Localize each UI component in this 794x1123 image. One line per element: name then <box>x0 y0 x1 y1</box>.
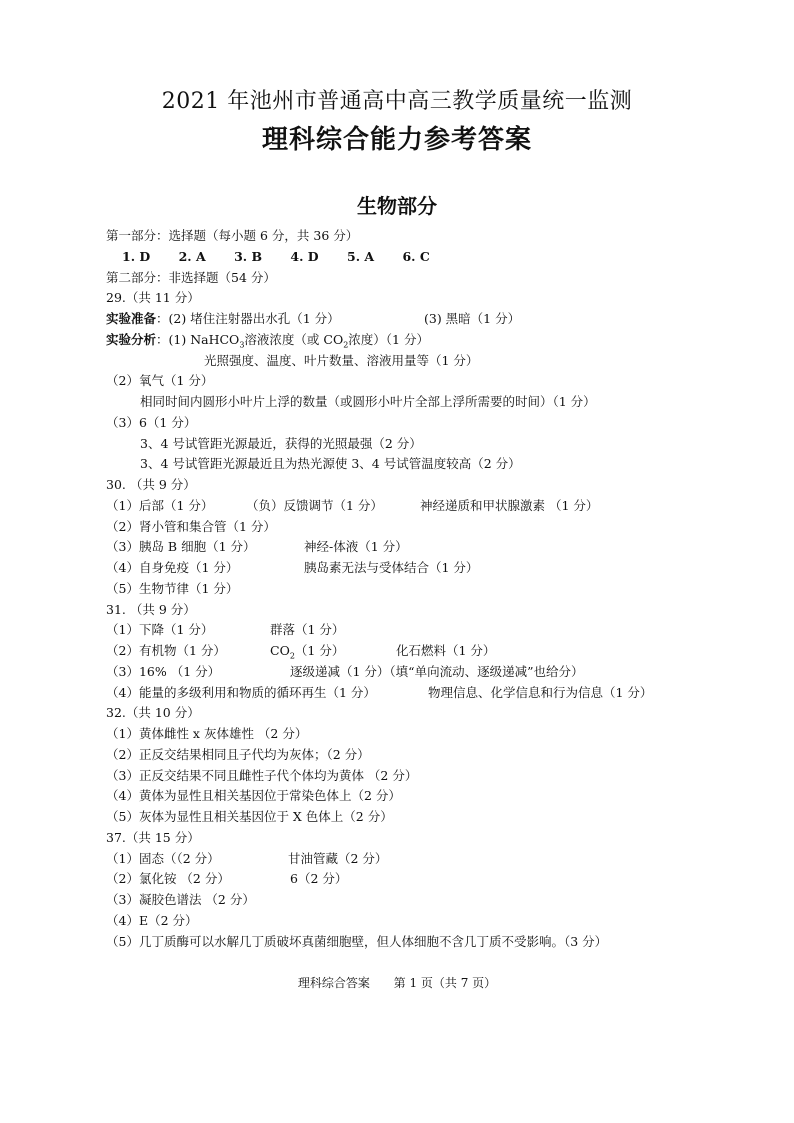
footer-doc-name: 理科综合答案 <box>297 976 370 990</box>
q31-item-4 <box>106 683 756 704</box>
q37-item-4: （4）E（2 分） <box>106 912 198 928</box>
q29-analysis <box>106 330 756 351</box>
answer-text: 群落（1 分） <box>270 622 345 638</box>
q32-item-3: （3）正反交结果不同且雌性子代个体均为黄体 （2 分） <box>106 767 418 783</box>
q32-item-5: （5）灰体为显性且相关基因位于 X 色体上（2 分） <box>106 809 393 824</box>
q32-item-1: （1）黄体雌性 x 灰体雄性 （2 分） <box>106 726 308 741</box>
answer-text: （3）胰岛 B 细胞（1 分） <box>106 539 256 555</box>
q30-item-1 <box>106 496 756 517</box>
q29-item-2-cont: 相同时间内圆形小叶片上浮的数量（或圆形小叶片全部上浮所需要的时间）（1 分） <box>140 394 596 409</box>
answer-text: （3）16% （1 分） <box>106 663 221 679</box>
q30-item-2: （2）肾小管和集合管（1 分） <box>106 518 276 534</box>
answer-text: 物理信息、化学信息和行为信息（1 分） <box>428 684 653 700</box>
answer-text: 胰岛素无法与受体结合（1 分） <box>304 560 479 575</box>
analysis-label: 实验分析 <box>106 331 157 347</box>
q37-item-5: （5）几丁质酶可以水解几丁质破坏真菌细胞壁，但人体细胞不含几丁质不受影响。（3 分） <box>106 933 608 949</box>
q30-heading: 30. （共 9 分） <box>106 477 196 492</box>
q29-heading: 29.（共 11 分） <box>106 290 200 306</box>
answer-text: （1）后部（1 分） <box>106 497 214 513</box>
subscript: 3 <box>239 340 245 350</box>
answer-text: （1）固态（（2 分） <box>106 850 220 866</box>
subscript: 2 <box>343 340 349 350</box>
q30-item-3 <box>106 537 756 558</box>
q32-item-2: （2）正反交结果相同且子代均为灰体；（2 分） <box>106 746 370 762</box>
q29-item-3: （3）6（1 分） <box>106 414 197 430</box>
choice-answer: 2. A <box>178 248 206 264</box>
answer-body <box>106 226 756 952</box>
q29-analysis-cont: 光照强度、温度、叶片数量、溶液用量等（1 分） <box>204 352 479 368</box>
q30-item-5: （5）生物节律（1 分） <box>106 580 239 596</box>
answer-text: （4）能量的多级利用和物质的循环再生（1 分） <box>106 684 376 700</box>
choice-answer: 4. D <box>290 248 319 264</box>
q31-item-3 <box>106 662 756 683</box>
answer-text: （2）有机物（1 分） <box>106 643 226 658</box>
q32-heading: 32.（共 10 分） <box>106 705 200 721</box>
choice-answers <box>106 247 756 268</box>
answer-text: （2）氯化铵 （2 分） <box>106 871 230 887</box>
choice-answer: 3. B <box>234 248 263 264</box>
q29-item-2: （2）氧气（1 分） <box>106 373 214 389</box>
q29-prep <box>106 309 756 330</box>
answer-text: 逐级递减（1 分）（填“单向流动、逐级递减”也给分） <box>290 663 584 679</box>
choice-answer: 5. A <box>347 248 375 264</box>
answer-text: 化石燃料（1 分） <box>396 643 496 658</box>
exam-title: 2021 年池州市普通高中高三教学质量统一监测 <box>161 89 633 114</box>
page-footer <box>0 974 794 991</box>
part2-label: 第二部分：非选择题（54 分） <box>106 269 276 285</box>
answer-text: 神经-体液（1 分） <box>304 539 408 555</box>
q31-item-2 <box>106 641 756 662</box>
q31-heading: 31. （共 9 分） <box>106 601 196 617</box>
q37-item-1 <box>106 849 756 870</box>
choice-answer: 6. C <box>402 248 430 264</box>
score-text: （1 分） <box>294 643 345 658</box>
answer-text: （1）下降（1 分） <box>106 622 214 638</box>
q37-item-3: （3）凝胶色谱法 （2 分） <box>106 892 255 907</box>
prep-answer-2: ：(2) 堵住注射器出水孔（1 分） <box>156 311 340 326</box>
q29-item-3-cont: 3、4 号试管距光源最近且为热光源使 3、4 号试管温度较高（2 分） <box>140 456 521 472</box>
q30-item-4 <box>106 558 756 579</box>
section-heading: 生物部分 <box>357 194 437 218</box>
footer-page-number: 第 1 页（共 7 页） <box>393 976 497 990</box>
q31-item-1 <box>106 620 756 641</box>
choice-answer: 1. D <box>122 248 151 264</box>
q32-item-4: （4）黄体为显性且相关基因位于常染色体上（2 分） <box>106 788 401 804</box>
prep-answer-3: (3) 黑暗（1 分） <box>424 311 521 326</box>
answer-text: 神经递质和甲状腺激素 （1 分） <box>420 497 599 513</box>
q37-item-2 <box>106 869 756 890</box>
answer-text: （负）反馈调节（1 分） <box>246 497 383 513</box>
q29-item-3-cont: 3、4 号试管距光源最近，获得的光照最强（2 分） <box>140 435 422 451</box>
answer-text: （4）自身免疫（1 分） <box>106 560 239 575</box>
prep-label: 实验准备 <box>106 311 157 326</box>
analysis-text: 溶液浓度（或 CO <box>244 331 344 347</box>
analysis-text: ：(1) NaHCO <box>156 331 240 347</box>
subscript: 2 <box>289 651 295 661</box>
co2-text: CO <box>270 643 290 658</box>
answer-text: 甘油管藏（2 分） <box>288 850 388 866</box>
q37-heading: 37.（共 15 分） <box>106 829 200 845</box>
answer-text: 6（2 分） <box>290 871 348 887</box>
analysis-text: 浓度）（1 分） <box>348 331 429 347</box>
answer-key-title: 理科综合能力参考答案 <box>261 125 532 155</box>
part1-label: 第一部分：选择题（每小题 6 分，共 36 分） <box>106 228 359 243</box>
